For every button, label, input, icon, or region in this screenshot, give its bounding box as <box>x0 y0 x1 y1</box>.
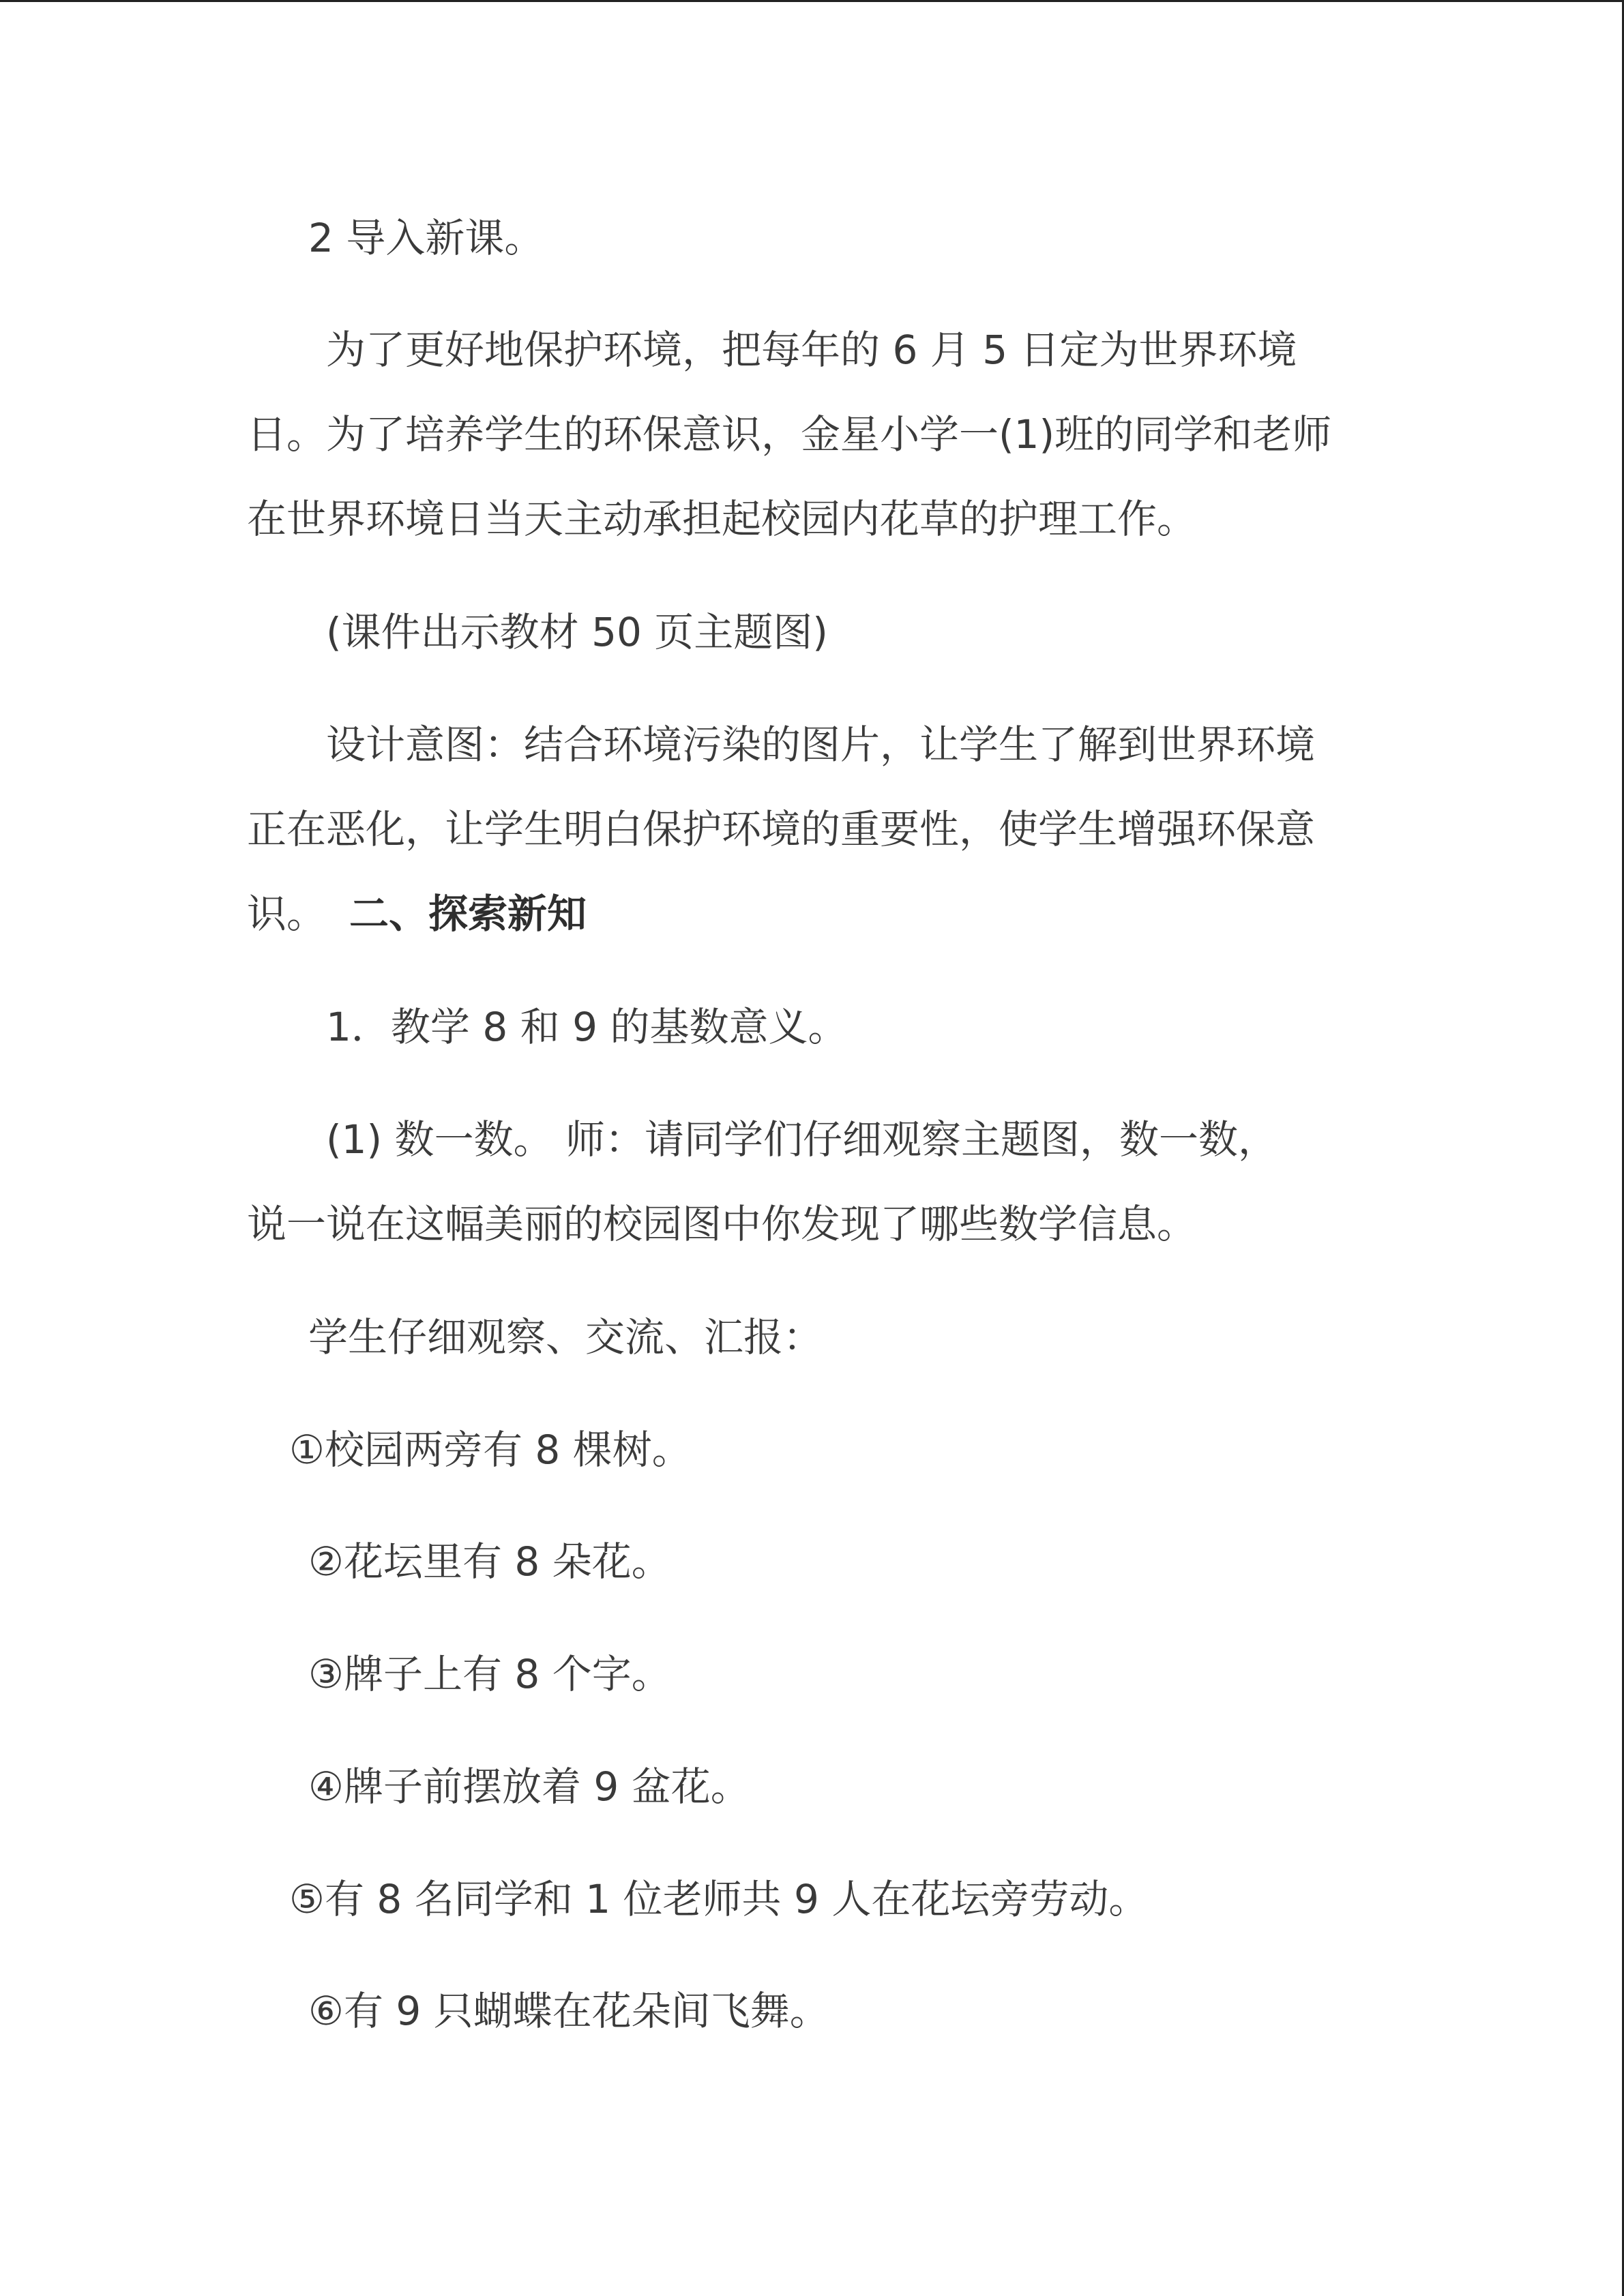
page-top-border <box>0 0 1624 2</box>
section-heading-intro: 2 导入新课。 <box>308 215 544 261</box>
list-item: ④牌子前摆放着 9 盆花。 <box>308 1763 750 1810</box>
list-item: ③牌子上有 8 个字。 <box>308 1651 671 1697</box>
paragraph-line: 设计意图：结合环境污染的图片，让学生了解到世界环境 <box>326 721 1316 768</box>
paragraph-line: 学生仔细观察、交流、汇报： <box>308 1314 823 1360</box>
list-item: ②花坛里有 8 朵花。 <box>308 1538 671 1585</box>
list-item: ①校园两旁有 8 棵树。 <box>289 1427 692 1473</box>
paragraph-line: 正在恶化，让学生明白保护环境的重要性，使学生增强环保意 <box>247 806 1316 852</box>
paragraph-line: 在世界环境日当天主动承担起校园内花草的护理工作。 <box>247 496 1197 542</box>
list-item: ⑤有 8 名同学和 1 位老师共 9 人在花坛旁劳动。 <box>289 1876 1149 1922</box>
list-item: ⑥有 9 只蝴蝶在花朵间飞舞。 <box>308 1988 829 2034</box>
paragraph-line: 为了更好地保护环境，把每年的 6 月 5 日定为世界环境 <box>326 327 1297 373</box>
paragraph-line: 识。 <box>247 891 327 937</box>
section-heading-explore: 二、探索新知 <box>349 891 587 937</box>
paragraph-line: (课件出示教材 50 页主题图) <box>326 609 828 655</box>
paragraph-line: (1) 数一数。 师：请同学们仔细观察主题图，数一数， <box>326 1116 1278 1163</box>
paragraph-line: 1．教学 8 和 9 的基数意义。 <box>326 1004 848 1050</box>
paragraph-line: 说一说在这幅美丽的校园图中你发现了哪些数学信息。 <box>247 1201 1197 1247</box>
paragraph-line: 日。为了培养学生的环保意识，金星小学一(1)班的同学和老师 <box>247 411 1332 458</box>
